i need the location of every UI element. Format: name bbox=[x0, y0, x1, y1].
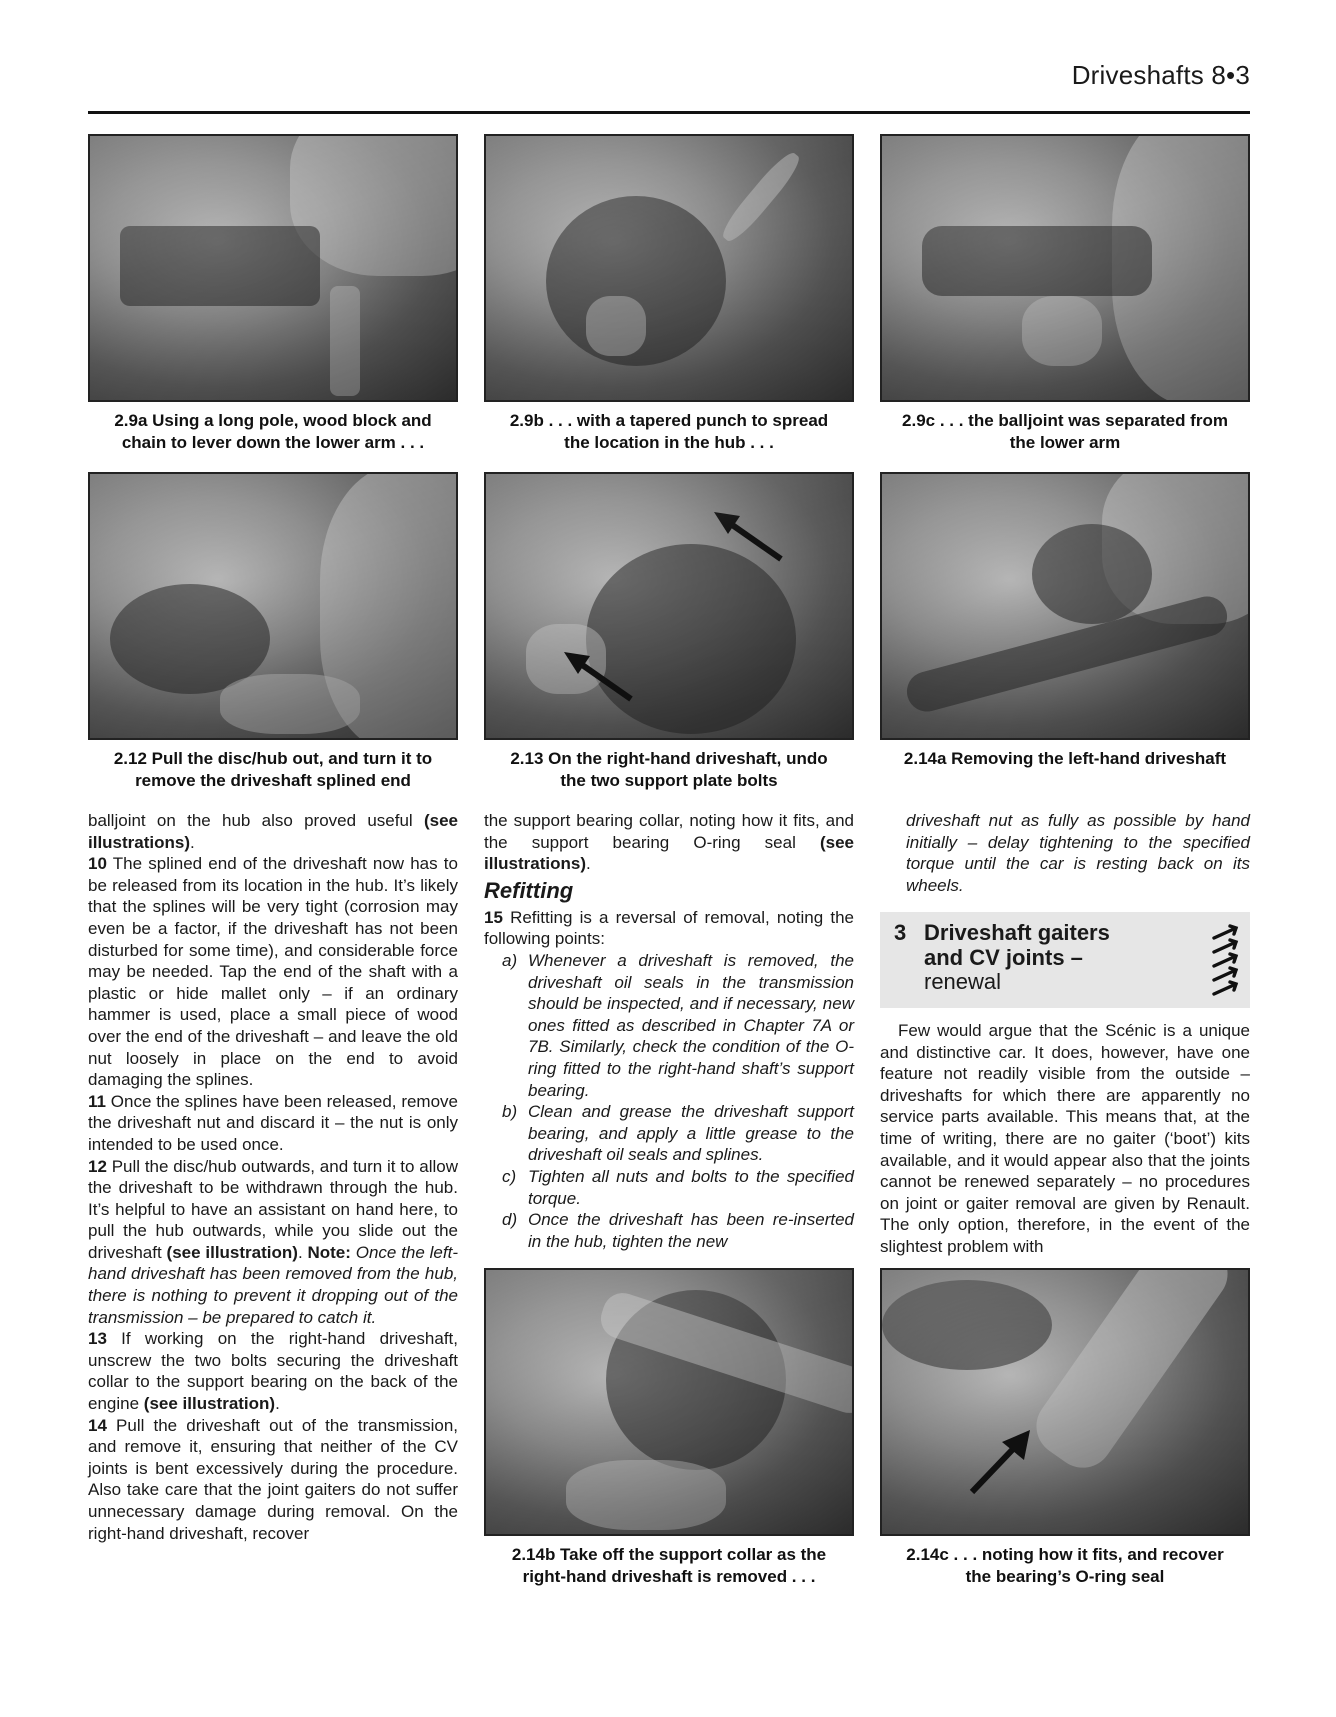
body-column-3-continuation: driveshaft nut as fully as possible by hand initially – delay tightening to the specified torque until the car is resting back on its wheels. bbox=[906, 811, 1250, 895]
body-column-3: Few would argue that the Scénic is a unique and distinctive car. It does, however, have one feature not readily visible from the outside – driveshafts for which there are apparently no service parts available. This means that, at the time of writing, there are no gaiter (‘boot’) kits available, and it would appear also that the joints cannot be renewed separately – no procedures on joint or gaiter removal are given by Renault. The only option, therefore, in the event of the slightest problem with bbox=[880, 1021, 1250, 1256]
photo-2-14a bbox=[880, 472, 1250, 740]
figure-caption: 2.14c . . . noting how it fits, and recover the bearing’s O-ring seal bbox=[906, 1545, 1224, 1586]
body-column-2: the support bearing collar, noting how it fits, and the support bearing O-ring seal (see illustrations). Refitting 15 Refitting is a reversal of removal, noting the following points: a) Whenever a driveshaft is removed, the driveshaft oil seals in the transmission should be inspected, and if necessary, new ones fitted as described in Chapter 7A or 7B. Similarly, check the condition of the O-ring fitted to the right-hand shaft’s support bearing. b) Clean and grease the driveshaft support bearing, and apply a little grease to the driveshaft oil seals and splines. c) Tighten all nuts and bolts to the specified torque. d) Once the driveshaft has been re-inserted in the hub, tighten the new bbox=[484, 811, 854, 1251]
figure-caption: 2.12 Pull the disc/hub out, and turn it to remove the driveshaft splined end bbox=[113, 749, 433, 790]
section-heading-box bbox=[880, 912, 1250, 1008]
photo-2-9c bbox=[880, 134, 1250, 402]
page-title: Driveshafts 8•3 bbox=[1071, 60, 1250, 90]
list-item: a) Whenever a driveshaft is removed, the driveshaft oil seals in the transmission should be inspected, and if necessary, new ones fitted as described in Chapter 7A or 7B. Similarly, check the condition of the O-ring fitted to the right-hand shaft’s support bearing. bbox=[502, 950, 854, 1100]
photo-2-14c bbox=[880, 1268, 1250, 1536]
figure-caption: 2.9c . . . the balljoint was separated from the lower arm bbox=[902, 411, 1228, 452]
section-number: 3 bbox=[894, 920, 907, 945]
figure-caption: 2.13 On the right-hand driveshaft, undo the two support plate bolts bbox=[510, 749, 828, 790]
list-item: c) Tighten all nuts and bolts to the specified torque. bbox=[502, 1166, 854, 1208]
figure-caption: 2.14b Take off the support collar as the right-hand driveshaft is removed . . . bbox=[511, 1545, 827, 1586]
photo-2-9b bbox=[484, 134, 854, 402]
photo-2-12 bbox=[88, 472, 458, 740]
photo-2-14b bbox=[484, 1268, 854, 1536]
photo-2-13 bbox=[484, 472, 854, 740]
figure-caption: 2.14a Removing the left-hand driveshaft bbox=[903, 749, 1227, 768]
section-subheading: Refitting bbox=[484, 877, 574, 903]
page-header bbox=[88, 58, 1250, 114]
body-column-1: balljoint on the hub also proved useful (see illustrations). 10 The splined end of the driveshaft now has to be released from its location in the hub. It’s likely that the splines will be very tight (corrosion may even be a factor, if the driveshaft has not been disturbed for some time), and considerable force may be needed. Tap the end of the shaft with a plastic or hide mallet only – if an ordinary hammer is used, place a small piece of wood over the end of the driveshaft – and leave the old nut loosely in place on the end to avoid damaging the splines. 11 Once the splines have been released, remove the driveshaft nut and discard it – the nut is only intended to be used once. 12 Pull the disc/hub outwards, and turn it to allow the driveshaft to be withdrawn through the hub. It’s helpful to have an assistant on hand here, to pull the hub outwards, while you slide out the driveshaft (see illustration). Note: Once the left-hand driveshaft has been removed from the hub, there is nothing to prevent it dropping out of the transmission – be prepared to catch it. 13 If working on the right-hand driveshaft, unscrew the two bolts securing the driveshaft collar to the support bearing on the back of the engine (see illustration). 14 Pull the driveshaft out of the transmission, and remove it, ensuring that neither of the CV joints is bent excessively during the procedure. Also take care that the joint gaiters do not suffer unnecessary damage during removal. On the right-hand driveshaft, recover bbox=[88, 811, 458, 1543]
figure-caption: 2.9b . . . with a tapered punch to spread the location in the hub . . . bbox=[509, 411, 829, 452]
section-subtitle: renewal bbox=[924, 969, 1002, 994]
list-item: b) Clean and grease the driveshaft support bearing, and apply a little grease to the driveshaft oil seals and splines. bbox=[502, 1102, 854, 1165]
section-title: Driveshaft gaiters and CV joints – bbox=[924, 920, 1110, 970]
list-item: d) Once the driveshaft has been re-inserted in the hub, tighten the new bbox=[502, 1210, 854, 1251]
spanner-difficulty-icon bbox=[1208, 922, 1242, 998]
figure-caption: 2.9a Using a long pole, wood block and chain to lever down the lower arm . . . bbox=[114, 411, 432, 452]
photo-2-9a bbox=[88, 134, 458, 402]
